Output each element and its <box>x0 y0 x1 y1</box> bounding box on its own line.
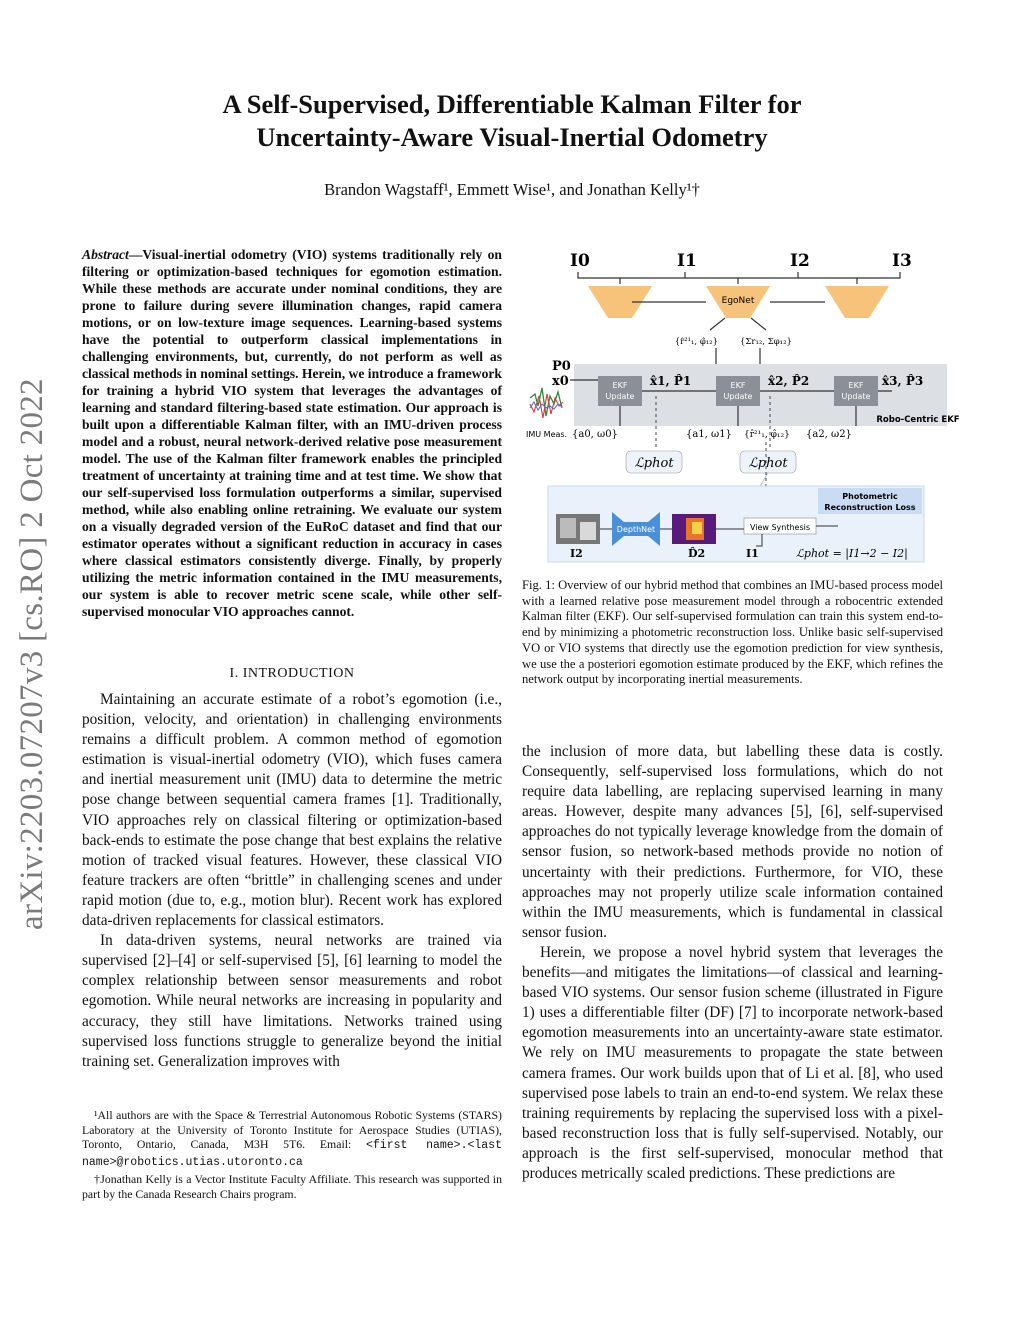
depth-detail-b <box>692 522 702 534</box>
figure-caption: Fig. 1: Overview of our hybrid method that combines an IMU-based process model with a learned relative pose measurement model through a robocentric extended Kalman filter (EKF). Our self-supervised formulation can train this system end-to-end by minimizing a photometric reconstruction loss. Unlike basic self-supervised VO or VIO systems that directly use the egomotion prediction for view synthesis, we use the a posteriori egomotion estimate produced by the EKF, which refines the network output by incorporating inertial measurements. <box>522 578 943 687</box>
arxiv-stamp: arXiv:2203.07207v3 [cs.RO] 2 Oct 2022 <box>14 378 50 930</box>
loss-label-1: ℒphot <box>634 456 674 471</box>
initial-covariance: P0 <box>552 359 571 374</box>
frame-label-i1: I1 <box>677 251 697 271</box>
ekf-box-3-label: EKF <box>848 381 864 390</box>
figure-1 <box>520 246 960 568</box>
paragraph: Maintaining an accurate estimate of a robot’s egomotion (i.e., position, velocity, and orientation) in challenging environments remains a difficult problem. A common method of egomotion estimation is visual-inertial odometry (VIO), which fuses camera and inertial measurement unit (IMU) data to determine the metric pose change between sequential camera frames [1]. Traditionally, VIO approaches rely on classical filtering or optimization-based back-ends to estimate the pose change that best explains the relative motion of tracked visual features. However, these classical VIO feature trackers are often “brittle” in challenging scenes and under rapid motion (due to, e.g., motion blur). Recent work has explored data-driven replacements for classical estimators. <box>82 691 502 930</box>
ekf-box-2-sub: Update <box>723 392 753 401</box>
abstract-label: Abstract <box>82 247 129 262</box>
footnotes <box>82 1108 502 1203</box>
imu-meas-2: {a2, ω2} <box>806 429 852 440</box>
ekf-box-1-label: EKF <box>612 381 628 390</box>
loss-zoom-link <box>760 473 768 486</box>
footnote-affiliation <box>82 1108 502 1170</box>
posterior-state-2: x̂2, P̂2 <box>768 374 810 388</box>
title-line-1: A Self-Supervised, Differentiable Kalman Filter for <box>222 89 802 119</box>
frame-label-i3: I3 <box>892 251 912 271</box>
egonet-label: EgoNet <box>721 296 755 306</box>
posterior-state-3: x̂3, P̂3 <box>882 374 924 388</box>
ekf-box-2-label: EKF <box>730 381 746 390</box>
paragraph: In data-driven systems, neural networks are trained via supervised [2]–[4] or self-supervised [5], [6] learning to model the complex relationship between sensor measurements and robot egomotion. While neural networks are increasing in popularity and accuracy, they still have limitations. Networks trained using supervised loss functions struggle to generalize beyond the initial training set. Generalization improves with <box>82 932 502 1070</box>
frame-label-i0: I0 <box>570 251 590 271</box>
view-synthesis-label: View Synthesis <box>749 523 811 532</box>
initial-state: x0 <box>552 374 569 389</box>
image-i1-label: I1 <box>746 547 759 560</box>
loss-label-2: ℒphot <box>748 456 788 471</box>
ekf-box-1-sub: Update <box>605 392 635 401</box>
image-detail-b <box>580 522 596 540</box>
right-column-body <box>522 742 943 1184</box>
author-list: Brandon Wagstaff¹, Emmett Wise¹, and Jonathan Kelly¹† <box>324 180 700 199</box>
imu-meas-0: {a0, ω0} <box>572 429 618 440</box>
photometric-loss-equation: ℒphot = |I1→2 − I2| <box>796 547 908 560</box>
measurement-cov-label: {Σr₁₂, Σφ₁₂} <box>740 337 792 347</box>
title-line-2: Uncertainty-Aware Visual-Inertial Odometry <box>256 122 768 152</box>
frame-connectors <box>578 272 900 284</box>
encoder-funnel-right <box>825 286 889 318</box>
footnote-funding: †Jonathan Kelly is a Vector Institute Faculty Affiliate. This research was supported in part by the Canada Research Chairs program. <box>82 1172 502 1201</box>
photometric-title-1: Photometric <box>842 492 898 501</box>
abstract <box>82 246 502 620</box>
robo-centric-ekf-label: Robo-Centric EKF <box>876 415 960 425</box>
abstract-text: —Visual-inertial odometry (VIO) systems traditionally rely on filtering or optimization-based techniques for egomotion estimation. While these methods are accurate under nominal conditions, they are prone to failure during severe illumination changes, rapid camera motions, or on low-texture image sequences. Learning-based systems have the potential to outperform classical implementations in challenging environments, but, currently, do not perform as well as classical methods in nominal settings. Herein, we introduce a framework for training a hybrid VIO system that leverages the advantages of learning and standard filtering-based state estimation. Our approach is built upon a differentiable Kalman filter, with an IMU-driven process model and a robust, neural network-derived relative pose measurement model. The use of the Kalman filter framework enables the principled treatment of uncertainty at training time and at test time. We show that our self-supervised loss formulation outperforms a similar, supervised method, while also enabling online retraining. We evaluate our system on a visually degraded version of the EuRoC dataset and find that our estimator operates without a significant reduction in accuracy in cases where classical estimators consistently diverge. Finally, by properly utilizing the metric information contained in the IMU measurements, our system is able to recover metric scene scale, while other self-supervised monocular VIO approaches cannot. <box>82 247 502 619</box>
loss-pose-input: {r̂²¹₁, φ̂₁₂} <box>744 430 790 440</box>
image-i2-label: I2 <box>570 547 583 560</box>
paper-title <box>0 88 1024 154</box>
footnote-email: <first name>.<last name>@robotics.utias.utoronto.ca <box>82 1139 502 1169</box>
system-diagram <box>520 246 960 568</box>
image-detail-a <box>560 518 576 538</box>
posterior-state-1: x̂1, P̂1 <box>650 374 692 388</box>
footnote-affiliation-text: ¹All authors are with the Space & Terrestrial Autonomous Robotic Systems (STARS) Laboratory at the University of Toronto Institute for Aerospace Studies (UTIAS), Toronto, Ontario, Canada, M3H 5T6. Email: <box>82 1108 502 1151</box>
measurement-pose-label: {r̂²¹₁, φ̂₁₂} <box>674 337 718 347</box>
imu-meas-1: {a1, ω1} <box>686 429 732 440</box>
ekf-box-3-sub: Update <box>841 392 871 401</box>
section-heading: I. INTRODUCTION <box>229 666 355 681</box>
depth-d2-label: D̂2 <box>688 547 706 560</box>
imu-measurement-label <box>526 430 567 439</box>
egonet-outputs <box>710 318 766 330</box>
left-column-body <box>82 690 502 1072</box>
depthnet-label: DepthNet <box>616 525 656 534</box>
frame-label-i2: I2 <box>790 251 810 271</box>
paragraph: Herein, we propose a novel hybrid system that leverages the benefits—and mitigates the limitations—of classical and learning-based VIO systems. Our sensor fusion scheme (illustrated in Figure 1) uses a differentiable filter (DF) [7] to incorporate network-based egomotion measurements into an uncertainty-aware state estimator. We rely on IMU measurements to propagate the state between camera frames. Our work builds upon that of Li et al. [8], who used supervised pose labels to train an end-to-end system. We relax these training requirements by replacing the supervised loss with a pixel-based reconstruction loss that is fully self-supervised. Notably, our approach is the first self-supervised, monocular method that produces metrically scaled predictions. These predictions are <box>522 943 943 1182</box>
imu-label-text: IMU Meas. <box>526 430 568 439</box>
paragraph: the inclusion of more data, but labelling these data is costly. Consequently, self-supervised loss formulations, which do not require data labelling, are replacing supervised learning in many areas. However, despite many advances [5], [6], self-supervised approaches do not typically leverage knowledge from the domain of sensor fusion, so network-based methods provide no notion of uncertainty with their predictions. Furthermore, for VIO, these approaches may not properly utilize scale information contained within the IMU measurements, which is fundamental in classical sensor fusion. <box>522 743 943 941</box>
photometric-title-2: Reconstruction Loss <box>824 503 916 512</box>
